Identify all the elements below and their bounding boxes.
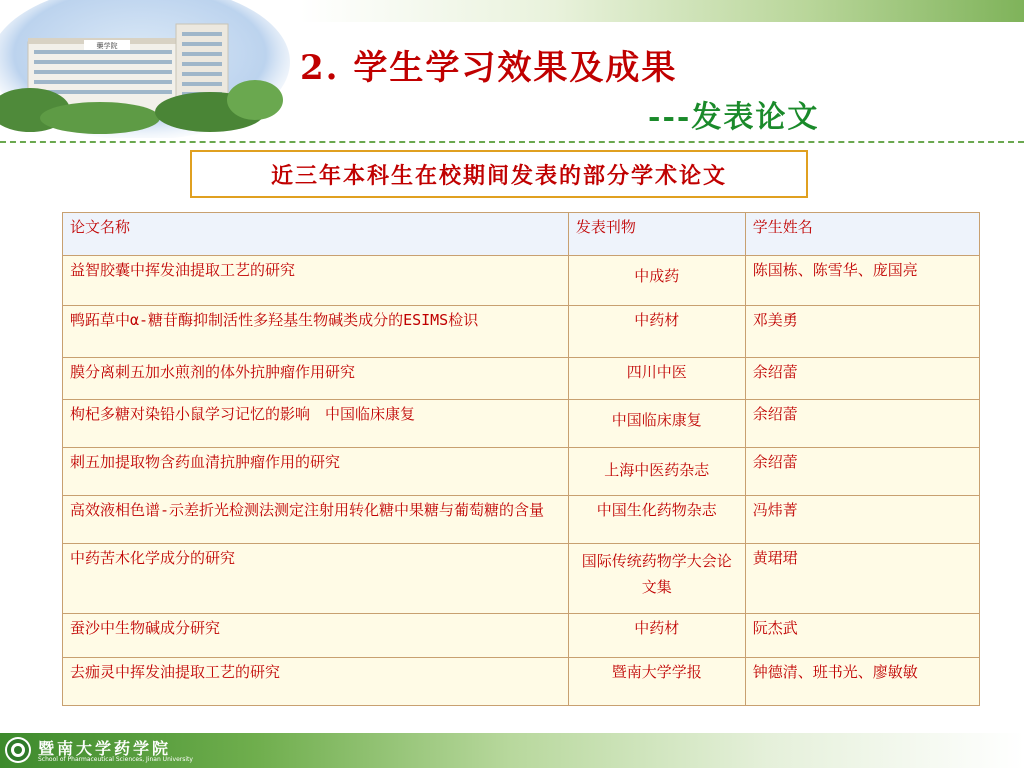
paper-journal: 中国生化药物杂志 (568, 496, 745, 544)
table-header-row (63, 213, 980, 256)
table-row (63, 544, 980, 614)
column-header-journal: 发表刊物 (568, 213, 745, 256)
footer-school-name-en: School of Pharmaceutical Sciences, Jinan University (38, 756, 193, 763)
paper-journal: 暨南大学学报 (568, 658, 745, 706)
table-caption: 近三年本科生在校期间发表的部分学术论文 (190, 150, 808, 198)
paper-title: 中药苦木化学成分的研究 (63, 544, 569, 614)
header-divider (0, 141, 1024, 143)
paper-students: 邓美勇 (745, 306, 979, 358)
table-row (63, 614, 980, 658)
paper-title: 高效液相色谱-示差折光检测法测定注射用转化糖中果糖与葡萄糖的含量 (70, 501, 545, 519)
table-row (63, 256, 980, 306)
paper-students: 余绍蕾 (745, 400, 979, 448)
table-row (63, 496, 980, 544)
page-subtitle: ---发表论文 (648, 100, 820, 135)
paper-students: 余绍蕾 (745, 358, 979, 400)
university-logo-icon (4, 736, 32, 764)
paper-students: 黄珺珺 (745, 544, 979, 614)
table-row (63, 400, 980, 448)
paper-journal: 中成药 (568, 256, 745, 306)
column-header-title: 论文名称 (63, 213, 569, 256)
building-photo (0, 0, 290, 138)
paper-students: 陈国栋、陈雪华、庞国亮 (745, 256, 979, 306)
table-row (63, 448, 980, 496)
table-row (63, 658, 980, 706)
paper-students: 余绍蕾 (745, 448, 979, 496)
paper-title: 刺五加提取物含药血清抗肿瘤作用的研究 (63, 448, 569, 496)
page-title: 2. 学生学习效果及成果 (300, 48, 678, 88)
paper-journal: 中药材 (568, 306, 745, 358)
paper-journal: 中药材 (568, 614, 745, 658)
column-header-students: 学生姓名 (745, 213, 979, 256)
paper-students: 钟德清、班书光、廖敏敏 (745, 658, 979, 706)
table-row (63, 358, 980, 400)
paper-journal: 国际传统药物学大会论文集 (568, 544, 745, 614)
paper-title: 去痂灵中挥发油提取工艺的研究 (63, 658, 569, 706)
paper-journal: 上海中医药杂志 (568, 448, 745, 496)
footer-school-name: 暨南大学药学院 (38, 739, 172, 758)
papers-table (62, 212, 980, 706)
building-sign: 藥学院 (96, 42, 118, 50)
paper-journal: 中国临床康复 (568, 400, 745, 448)
paper-title: 蚕沙中生物碱成分研究 (63, 614, 569, 658)
paper-title: 益智胶囊中挥发油提取工艺的研究 (63, 256, 569, 306)
paper-journal: 四川中医 (568, 358, 745, 400)
paper-title: 膜分离刺五加水煎剂的体外抗肿瘤作用研究 (63, 358, 569, 400)
header-gradient-band (300, 0, 1024, 22)
table-row (63, 306, 980, 358)
paper-title: 枸杞多糖对染铅小鼠学习记忆的影响 中国临床康复 (63, 400, 569, 448)
paper-title: 鸭跖草中α-糖苷酶抑制活性多羟基生物碱类成分的ESIMS检识 (70, 311, 479, 329)
paper-students: 冯炜菁 (745, 496, 979, 544)
paper-students: 阮杰武 (745, 614, 979, 658)
